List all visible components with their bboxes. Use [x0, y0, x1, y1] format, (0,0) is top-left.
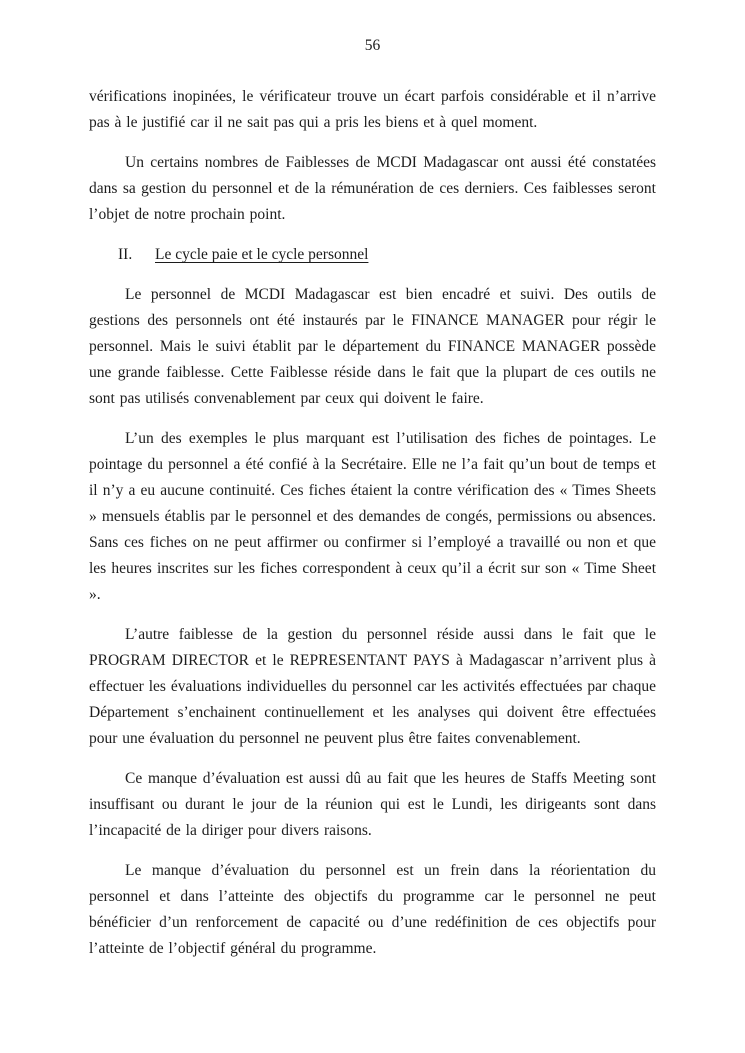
paragraph-evaluations-individuelles: L’autre faiblesse de la gestion du personnel réside aussi dans le fait que le PROGRAM DIRECTOR et le REPRESENTANT PAYS à Madagascar n’arrivent plus à effectuer les évaluations individuelles du personnel car les activités effectuées par chaque Département s’enchainent continuellement et les analyses qui doivent être effectuées pour une évaluation du personnel ne peuvent plus être faites convenablement.	[89, 626, 656, 747]
paragraph-continuation: vérifications inopinées, le vérificateur trouve un écart parfois considérable et il n’arrive pas à le justifié car il ne sait pas qui a pris les biens et à quel moment.	[89, 88, 656, 131]
paragraph-personnel-encadre: Le personnel de MCDI Madagascar est bien encadré et suivi. Des outils de gestions des personnels ont été instaurés par le FINANCE MANAGER pour régir le personnel. Mais le suivi établit par le département du FINANCE MANAGER possède une grande faiblesse. Cette Faiblesse réside dans le fait que la plupart de ces outils ne sont pas utilisés convenablement par ceux qui doivent le faire.	[89, 286, 656, 407]
section-heading-numeral: II.	[118, 246, 133, 263]
paragraph-intro-faiblesses: Un certains nombres de Faiblesses de MCDI Madagascar ont aussi été constatées dans sa gestion du personnel et de la rémunération de ces derniers. Ces faiblesses seront l’objet de notre prochain point.	[89, 154, 656, 223]
section-heading-title: Le cycle paie et le cycle personnel	[155, 246, 369, 263]
page-number: 56	[364, 37, 381, 54]
section-heading	[89, 242, 656, 268]
paragraph-manque-evaluation: Le manque d’évaluation du personnel est un frein dans la réorientation du personnel et dans l’atteinte des objectifs du programme car le personnel ne peut bénéficier d’un renforcement de capacité ou d’une redéfinition de ces objectifs pour l’atteinte de l’objectif général du programme.	[89, 862, 656, 957]
paragraph-fiches-pointages: L’un des exemples le plus marquant est l’utilisation des fiches de pointages. Le pointage du personnel a été confié à la Secrétaire. Elle ne l’a fait qu’un bout de temps et il n’y a eu aucune continuité. Ces fiches étaient la contre vérification des « Times Sheets » mensuels établis par le personnel et des demandes de congés, permissions ou absences. Sans ces fiches on ne peut affirmer ou confirmer si l’employé a travaillé ou non et que les heures inscrites sur les fiches correspondent à ceux qu’il a écrit sur son « Time Sheet ».	[89, 430, 656, 603]
paragraph-staffs-meeting: Ce manque d’évaluation est aussi dû au fait que les heures de Staffs Meeting sont insuffisant ou durant le jour de la réunion qui est le Lundi, les dirigeants sont dans l’incapacité de la diriger pour divers raisons.	[89, 770, 656, 839]
